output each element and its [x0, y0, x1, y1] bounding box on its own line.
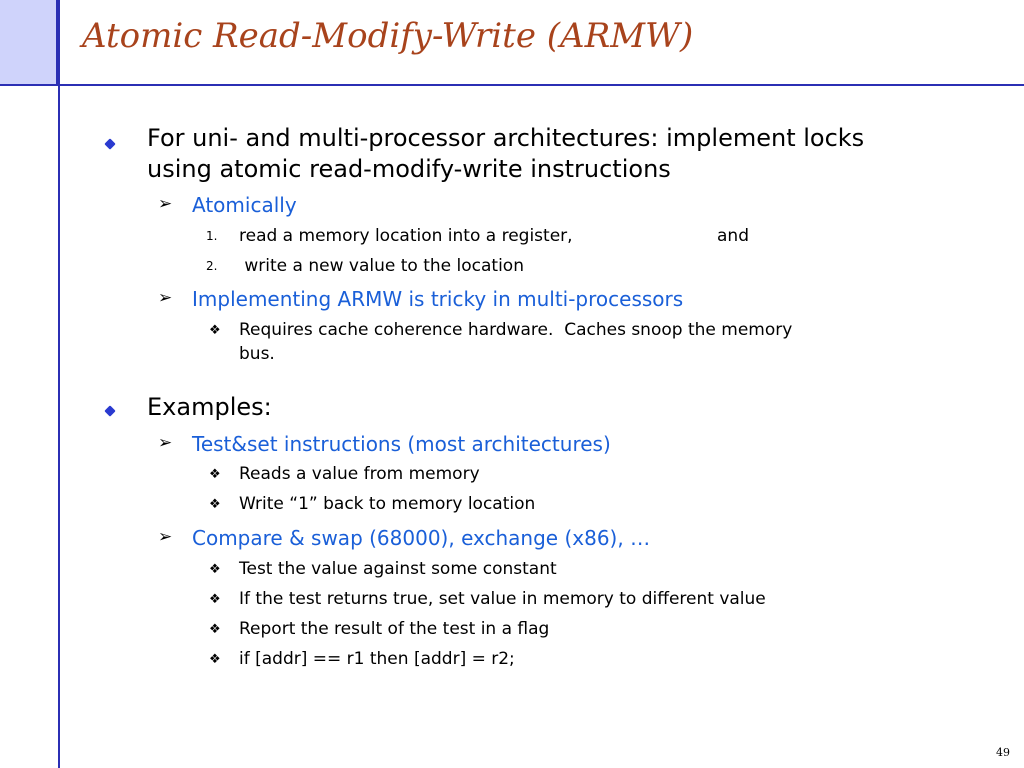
diamond-bullet-icon: [104, 405, 115, 416]
item-text: if [addr] == r1 then [addr] = r2;: [239, 649, 515, 669]
item-text: If the test returns true, set value in memory to different value: [239, 589, 766, 609]
sub-bullet-text: Implementing ARMW is tricky in multi-processors: [192, 287, 684, 311]
bullet-text: For uni- and multi-processor architectures: implement locks: [147, 124, 865, 152]
slide-title: Atomic Read-Modify-Write (ARMW): [82, 16, 694, 56]
diamond-sparkle-icon: ❖: [209, 323, 221, 338]
diamond-sparkle-icon: ❖: [209, 652, 221, 667]
item-text: Report the result of the test in a flag: [239, 619, 550, 639]
item-text: Reads a value from memory: [239, 464, 480, 484]
item-text: Requires cache coherence hardware. Caches snoop the memory: [239, 320, 793, 340]
title-underline-rule: [58, 84, 1024, 86]
item-text: Write “1” back to memory location: [239, 494, 536, 514]
sub-bullet-text: Compare & swap (68000), exchange (x86), …: [192, 526, 651, 550]
diamond-sparkle-icon: ❖: [209, 497, 221, 512]
step-number: 2.: [206, 259, 218, 273]
diamond-sparkle-icon: ❖: [209, 467, 221, 482]
step-text: write a new value to the location: [239, 256, 524, 276]
diamond-sparkle-icon: ❖: [209, 562, 221, 577]
sub-bullet-text: Atomically: [192, 193, 297, 217]
arrow-bullet-icon: ➢: [158, 194, 173, 214]
sub-bullet-text: Test&set instructions (most architectures): [192, 432, 611, 456]
step-number: 1.: [206, 229, 218, 243]
item-text: Test the value against some constant: [239, 559, 557, 579]
diamond-sparkle-icon: ❖: [209, 622, 221, 637]
bullet-text: Examples:: [147, 393, 272, 421]
vertical-rule: [58, 0, 60, 768]
diamond-sparkle-icon: ❖: [209, 592, 221, 607]
arrow-bullet-icon: ➢: [158, 433, 173, 453]
page-number: 49: [996, 746, 1010, 759]
item-text: bus.: [239, 344, 275, 364]
arrow-bullet-icon: ➢: [158, 527, 173, 547]
step-text: read a memory location into a register,: [239, 226, 573, 246]
corner-decoration: [0, 0, 58, 86]
step-suffix: and: [717, 226, 749, 246]
diamond-bullet-icon: [104, 138, 115, 149]
arrow-bullet-icon: ➢: [158, 288, 173, 308]
bullet-text: using atomic read-modify-write instructions: [147, 155, 671, 183]
